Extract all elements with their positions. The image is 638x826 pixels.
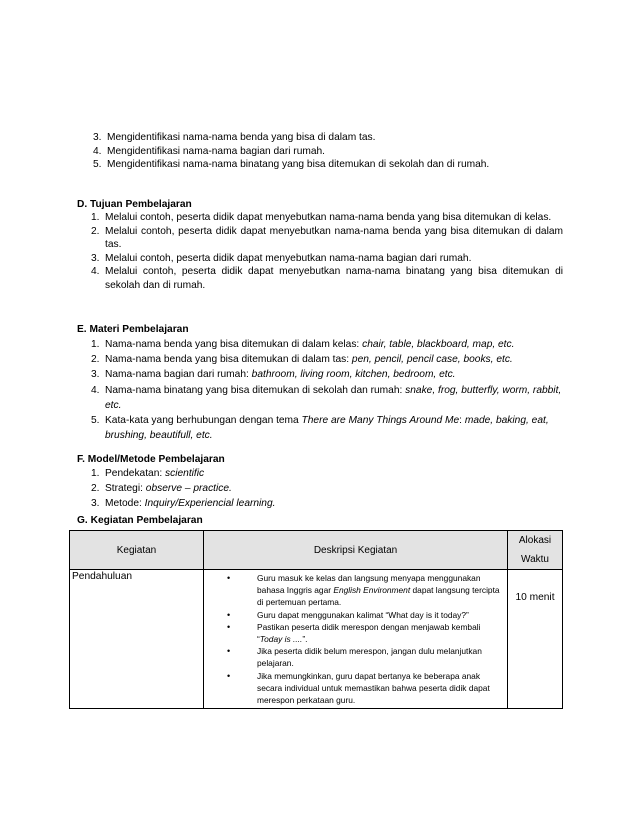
learning-goals-list bbox=[91, 211, 563, 293]
method-list bbox=[91, 466, 551, 511]
list-item: 5. Mengidentifikasi nama-nama binatang yang bisa ditemukan di sekolah dan di rumah. bbox=[93, 159, 490, 171]
bullet-item: • Jika peserta didik belum merespon, jangan dulu melanjutkan pelajaran. bbox=[227, 646, 482, 669]
objectives-list-continued bbox=[93, 131, 533, 172]
column-header-deskripsi: Deskripsi Kegiatan bbox=[204, 531, 508, 570]
list-item: 5. Kata-kata yang berhubungan dengan tema There are Many Things Around Me: made, baking, eat, brushing, beautifull, etc. bbox=[91, 415, 549, 442]
bullet-icon: • bbox=[227, 646, 231, 657]
section-heading-f: F. Model/Metode Pembelajaran bbox=[77, 454, 225, 465]
bullet-icon: • bbox=[227, 621, 231, 632]
list-item: 4. Mengidentifikasi nama-nama bagian dari rumah. bbox=[93, 145, 326, 157]
bullet-item: • Guru dapat menggunakan kalimat “What day is it today?” bbox=[227, 609, 469, 620]
list-item: 1. Pendekatan: scientific bbox=[91, 468, 205, 479]
list-item: 4. Nama-nama binatang yang bisa ditemukan di sekolah dan rumah: snake, frog, butterfly, worm, rabbit, etc. bbox=[91, 384, 562, 411]
table-header-row bbox=[70, 531, 563, 570]
time-allocation-cell: 10 menit bbox=[508, 570, 563, 709]
bullet-item: • Jika memungkinkan, guru dapat bertanya ke beberapa anak secara individual untuk memastikan bahwa peserta didik dapat merespon perkataan guru. bbox=[227, 670, 490, 706]
list-item: 3. Nama-nama bagian dari rumah: bathroom, living room, kitchen, bedroom, etc. bbox=[91, 369, 456, 381]
section-heading-d: D. Tujuan Pembelajaran bbox=[77, 199, 192, 210]
column-header-alokasi: Alokasi Waktu bbox=[508, 531, 563, 570]
bullet-item: • Guru masuk ke kelas dan langsung menyapa menggunakan bahasa Inggris agar English Environment dapat langsung tercipta di pertemuan pertama. bbox=[227, 573, 500, 608]
list-item: 3. Metode: Inquiry/Experiencial learning. bbox=[91, 498, 276, 509]
section-heading-e: E. Materi Pembelajaran bbox=[77, 324, 189, 335]
bullet-item: • Pastikan peserta didik merespon dengan menjawab kembali “Today is ....”. bbox=[227, 621, 481, 645]
activity-description-cell bbox=[204, 570, 508, 709]
list-item: 2. Strategi: observe – practice. bbox=[91, 483, 232, 494]
list-item: 3. Melalui contoh, peserta didik dapat menyebutkan nama-nama bagian dari rumah. bbox=[91, 252, 472, 264]
bullet-icon: • bbox=[227, 573, 231, 583]
list-item: 2. Melalui contoh, peserta didik dapat menyebutkan nama-nama benda yang bisa ditemukan di dalam tas. bbox=[91, 225, 563, 251]
list-item: 1. Nama-nama benda yang bisa ditemukan di dalam kelas: chair, table, blackboard, map, etc. bbox=[91, 339, 515, 350]
activity-phase-cell: Pendahuluan bbox=[70, 570, 204, 709]
list-item: 2. Nama-nama benda yang bisa ditemukan di dalam tas: pen, pencil, pencil case, books, etc. bbox=[91, 354, 513, 366]
list-item: 3. Mengidentifikasi nama-nama benda yang bisa di dalam tas. bbox=[93, 132, 376, 143]
activities-table bbox=[69, 530, 563, 709]
materials-list bbox=[91, 337, 566, 443]
column-header-kegiatan: Kegiatan bbox=[70, 531, 204, 570]
list-item: 4. Melalui contoh, peserta didik dapat menyebutkan nama-nama binatang yang bisa ditemukan di sekolah dan di rumah. bbox=[91, 266, 563, 291]
list-item: 1. Melalui contoh, peserta didik dapat menyebutkan nama-nama benda yang bisa ditemukan di kelas. bbox=[91, 212, 552, 223]
bullet-icon: • bbox=[227, 670, 231, 681]
section-heading-g: G. Kegiatan Pembelajaran bbox=[77, 515, 203, 526]
table-row bbox=[70, 570, 563, 709]
bullet-icon: • bbox=[227, 609, 231, 620]
